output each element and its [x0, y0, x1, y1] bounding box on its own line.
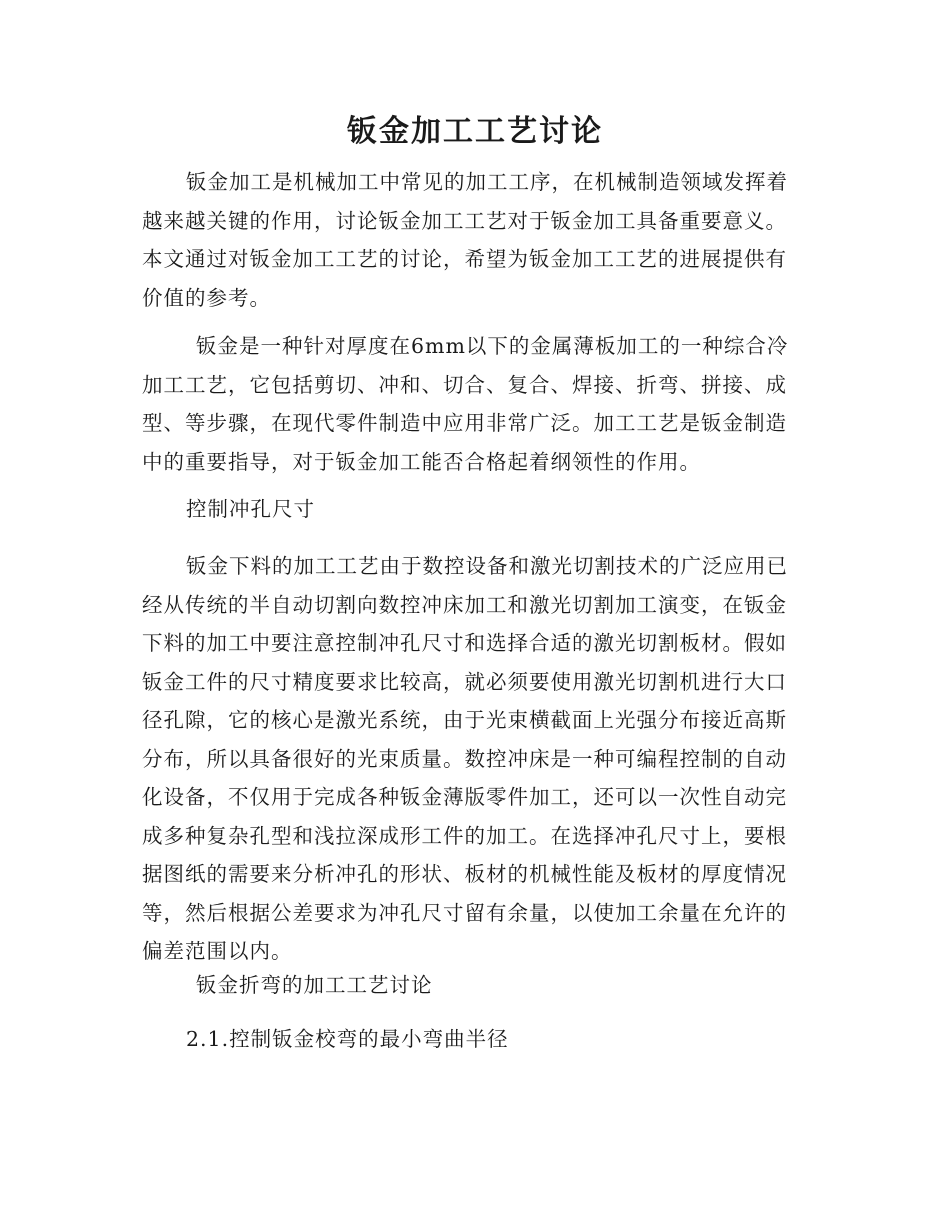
intro-paragraph: 钣金加工是机械加工中常见的加工工序，在机械制造领域发挥着越来越关键的作用，讨论钣金加工工艺对于钣金加工具备重要意义。本文通过对钣金加工工艺的讨论，希望为钣金加工工艺的进展提供有价值的参考。 — [142, 170, 788, 310]
section-heading-punch-size: 控制冲孔尺寸 — [186, 497, 315, 521]
punch-size-paragraph: 钣金下料的加工工艺由于数控设备和激光切割技术的广泛应用已经从传统的半自动切割向数控冲床加工和激光切割加工演变，在钣金下料的加工中要注意控制冲孔尺寸和选择合适的激光切割板材。假如钣金工件的尺寸精度要求比较高，就必须要使用激光切割机进行大口径孔隙，它的核心是激光系统，由于光束横截面上光强分布接近高斯分布，所以具备很好的光束质量。数控冲床是一种可编程控制的自动化设备，不仅用于完成各种钣金薄版零件加工，还可以一次性自动完成多种复杂孔型和浅拉深成形工件的加工。在选择冲孔尺寸上，要根据图纸的需要来分析冲孔的形状、板材的机械性能及板材的厚度情况等，然后根据公差要求为冲孔尺寸留有余量，以使加工余量在允许的偏差范围以内。 — [142, 554, 788, 963]
definition-paragraph: 钣金是一种针对厚度在6mm以下的金属薄板加工的一种综合冷加工工艺，它包括剪切、冲和、切合、复合、焊接、折弯、拼接、成型、等步骤，在现代零件制造中应用非常广泛。加工工艺是钣金制造中的重要指导，对于钣金加工能否合格起着纲领性的作用。 — [142, 334, 789, 474]
subsection-heading-min-radius: 2.1.控制钣金校弯的最小弯曲半径 — [186, 1027, 509, 1051]
section-heading-bending: 钣金折弯的加工工艺讨论 — [196, 973, 433, 997]
document-title: 钣金加工工艺讨论 — [347, 114, 603, 149]
